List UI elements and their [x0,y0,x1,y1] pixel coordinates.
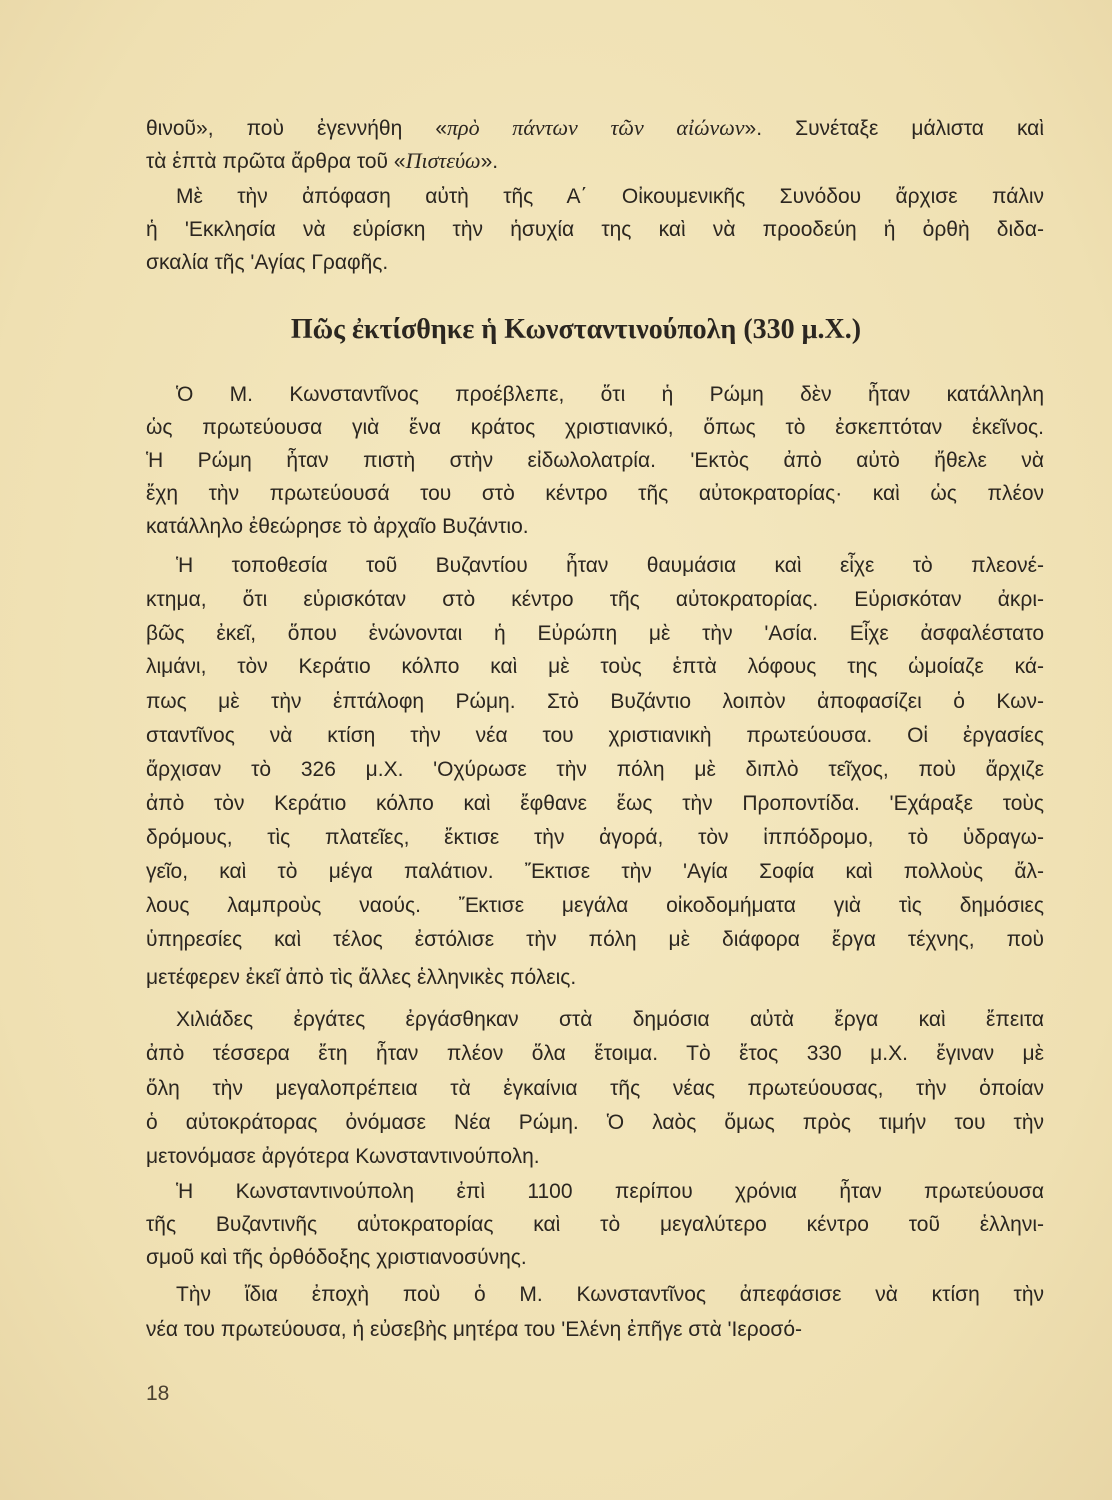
quoted-italic-text: πρὸ πάντων τῶν αἰώνων [447,115,745,140]
text-line: σταντῖνος νὰ κτίση τὴν νέα του χριστιανικὴ πρωτεύουσα. Οἱ ἐργασίες [146,724,1044,747]
text-line: νέα του πρωτεύουσα, ἡ εὐσεβὴς μητέρα του 'Ελένη ἐπῆγε στὰ 'Ιεροσό- [146,1318,803,1341]
text-line: τῆς Βυζαντινῆς αὐτοκρατορίας καὶ τὸ μεγαλύτερο κέντρο τοῦ ἑλληνι- [146,1213,1044,1236]
text-line: ὑπηρεσίες καὶ τέλος ἐστόλισε τὴν πόλη μὲ διάφορα ἔργα τέχνης, ποὺ [146,928,1044,951]
text-line: λιμάνι, τὸν Κεράτιο κόλπο καὶ μὲ τοὺς ἑπτὰ λόφους της ὡμοίαζε κά- [146,655,1044,678]
text-line: κτημα, ὅτι εὑρισκόταν στὸ κέντρο τῆς αὐτοκρατορίας. Εὑρισκόταν ἀκρι- [146,588,1044,611]
text-line: κατάλληλο ἐθεώρησε τὸ ἀρχαῖο Βυζάντιο. [146,515,529,538]
text-line: μετέφερεν ἐκεῖ ἀπὸ τὶς ἄλλες ἑλληνικὲς πόλεις. [146,966,577,989]
paragraph-first-line: Χιλιάδες ἐργάτες ἐργάσθηκαν στὰ δημόσια αὐτὰ ἔργα καὶ ἔπειτα [176,1008,1044,1031]
paragraph-first-line: Τὴν ἴδια ἐποχὴ ποὺ ὁ Μ. Κωνσταντῖνος ἀπεφάσισε νὰ κτίση τὴν [176,1283,1044,1306]
text-line: Ἡ Ρώμη ἦταν πιστὴ στὴν εἰδωλολατρία. 'Εκτὸς ἀπὸ αὐτὸ ἤθελε νὰ [146,449,1044,472]
text-line: μετονόμασε ἀργότερα Κωνσταντινούπολη. [146,1145,540,1168]
text-line: ὡς πρωτεύουσα γιὰ ἕνα κράτος χριστιανικό, ὅπως τὸ ἐσκεπτόταν ἐκεῖνος. [146,416,1044,439]
text-span: ». [480,150,499,173]
text-line: ὁ αὐτοκράτορας ὀνόμασε Νέα Ρώμη. Ὁ λαὸς ὅμως πρὸς τιμήν του τὴν [146,1111,1044,1134]
page-number: 18 [146,1382,170,1405]
text-line: ἄρχισαν τὸ 326 μ.Χ. 'Οχύρωσε τὴν πόλη μὲ διπλὸ τεῖχος, ποὺ ἄρχιζε [146,758,1044,781]
text-line [146,146,1044,176]
text-line: σκαλία τῆς 'Αγίας Γραφῆς. [146,251,389,274]
text-line [146,113,1044,143]
paragraph-first-line: Ἡ Κωνσταντινούπολη ἐπὶ 1100 περίπου χρόνια ἦταν πρωτεύουσα [176,1180,1044,1203]
text-span: θινοῦ», ποὺ ἐγεννήθη « [146,117,447,140]
section-heading: Πῶς ἐκτίσθηκε ἡ Κωνσταντινούπολη (330 μ.Χ.) [290,314,862,345]
text-line: βῶς ἐκεῖ, ὅπου ἑνώνονται ἡ Εὐρώπη μὲ τὴν 'Ασία. Εἶχε ἀσφαλέστατο [146,622,1044,645]
text-span: τὰ ἑπτὰ πρῶτα ἄρθρα τοῦ « [146,150,406,173]
text-line: ὅλη τὴν μεγαλοπρέπεια τὰ ἐγκαίνια τῆς νέας πρωτεύουσας, τὴν ὁποίαν [146,1077,1044,1100]
paragraph-first-line: Ὁ Μ. Κωνσταντῖνος προέβλεπε, ὅτι ἡ Ρώμη δὲν ἦταν κατάλληλη [176,383,1044,406]
text-line: ἀπὸ τέσσερα ἔτη ἦταν πλέον ὅλα ἕτοιμα. Τὸ ἔτος 330 μ.Χ. ἔγιναν μὲ [146,1042,1044,1065]
text-line: σμοῦ καὶ τῆς ὀρθόδοξης χριστιανοσύνης. [146,1246,527,1269]
text-line: λους λαμπροὺς ναούς. Ἔκτισε μεγάλα οἰκοδομήματα γιὰ τὶς δημόσιες [146,894,1044,917]
text-line: γεῖο, καὶ τὸ μέγα παλάτιον. Ἔκτισε τὴν 'Αγία Σοφία καὶ πολλοὺς ἄλ- [146,860,1044,883]
quoted-italic-text: Πιστεύω [405,148,481,173]
text-span: ». Συνέταξε μάλιστα καὶ [744,117,1044,140]
text-line: πως μὲ τὴν ἑπτάλοφη Ρώμη. Στὸ Βυζάντιο λοιπὸν ἀποφασίζει ὁ Κων- [146,690,1044,713]
paragraph-first-line: Μὲ τὴν ἀπόφαση αὐτὴ τῆς Α΄ Οἰκουμενικῆς Συνόδου ἄρχισε πάλιν [176,185,1044,208]
text-line: δρόμους, τὶς πλατεῖες, ἔκτισε τὴν ἀγορά, τὸν ἱππόδρομο, τὸ ὑδραγω- [146,826,1044,849]
text-line: ἀπὸ τὸν Κεράτιο κόλπο καὶ ἔφθανε ἕως τὴν Προποντίδα. 'Εχάραξε τοὺς [146,792,1044,815]
paragraph-first-line: Ἡ τοποθεσία τοῦ Βυζαντίου ἦταν θαυμάσια καὶ εἶχε τὸ πλεονέ- [176,554,1044,577]
text-line: ἔχη τὴν πρωτεύουσά του στὸ κέντρο τῆς αὐτοκρατορίας· καὶ ὡς πλέον [146,482,1044,505]
text-line: ἡ 'Εκκλησία νὰ εὑρίσκη τὴν ἡσυχία της καὶ νὰ προοδεύη ἡ ὀρθὴ διδα- [146,218,1044,241]
